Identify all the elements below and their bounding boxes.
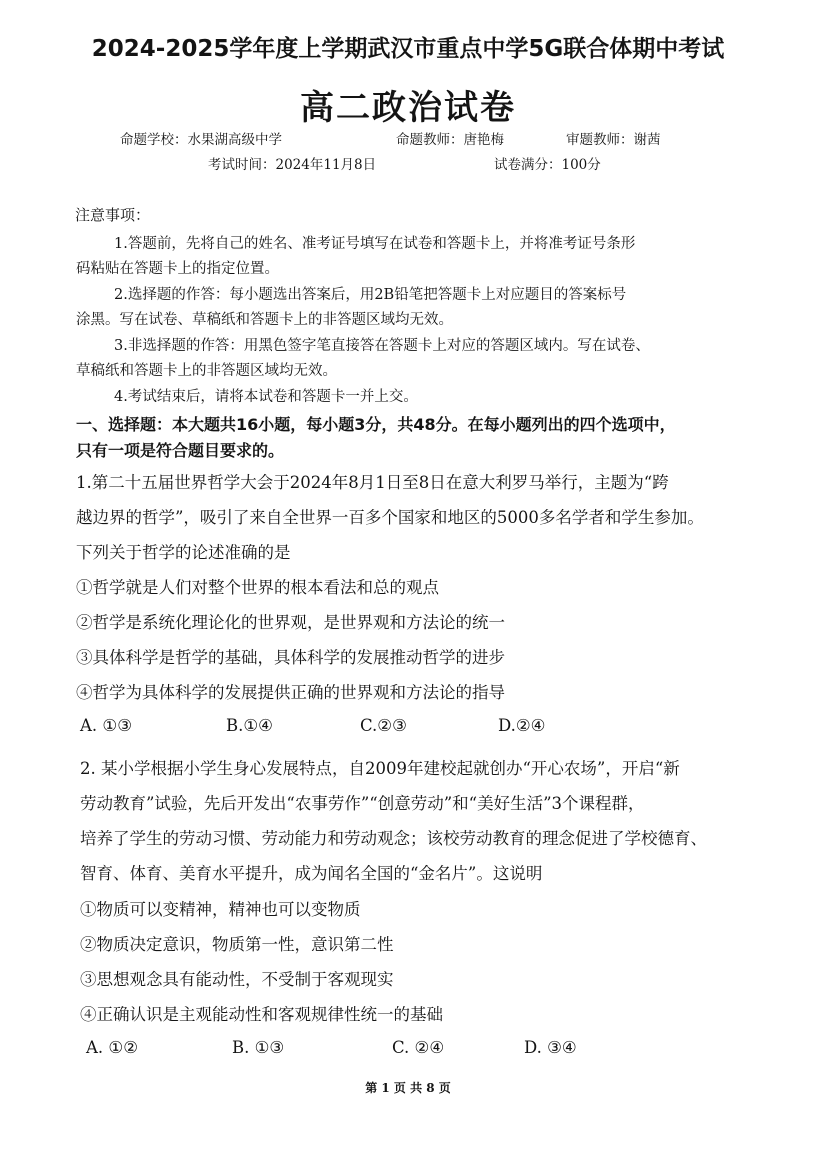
question-1-stem: 越边界的哲学”，吸引了来自全世界一百多个国家和地区的5000多名学者和学生参加。 (76, 508, 704, 527)
notice-line: 3.非选择题的作答：用黑色签字笔直接答在答题卡上对应的答题区域内。写在试卷、 (114, 338, 650, 354)
question-2-stem: 培养了学生的劳动习惯、劳动能力和劳动观念；该校劳动教育的理念促进了学校德育、 (80, 829, 707, 848)
question-1-option-b: B.①④ (226, 716, 273, 735)
question-2-option-a: A. ①② (86, 1038, 138, 1057)
question-1-statement: ①哲学就是人们对整个世界的根本看法和总的观点 (76, 578, 439, 597)
subject-title: 高二政治试卷 (300, 88, 516, 128)
notice-line: 草稿纸和答题卡上的非答题区域均无效。 (76, 363, 337, 379)
notice-line: 1.答题前，先将自己的姓名、准考证号填写在试卷和答题卡上，并将准考证号条形 (114, 236, 636, 252)
question-1-stem: 1.第二十五届世界哲学大会于2024年8月1日至8日在意大利罗马举行，主题为“跨 (76, 473, 669, 492)
exam-time: 考试时间：2024年11月8日 (208, 157, 377, 173)
section-heading: 只有一项是符合题目要求的。 (76, 441, 285, 460)
setter-info: 命题教师：唐艳梅 (396, 132, 504, 148)
question-2-statement: ②物质决定意识，物质第一性，意识第二性 (80, 935, 394, 954)
question-1-option-d: D.②④ (498, 716, 546, 735)
question-2-statement: ③思想观念具有能动性，不受制于客观现实 (80, 970, 394, 989)
question-2-statement: ①物质可以变精神，精神也可以变物质 (80, 900, 361, 919)
notice-line: 2.选择题的作答：每小题选出答案后，用2B铅笔把答题卡上对应题目的答案标号 (114, 287, 627, 303)
question-2-stem: 劳动教育”试验，先后开发出“农事劳作”“创意劳动”和“美好生活”3个课程群， (80, 794, 645, 813)
question-2-stem: 2. 某小学根据小学生身心发展特点，自2009年建校起就创办“开心农场”，开启“新 (80, 759, 680, 778)
question-2-option-b: B. ①③ (232, 1038, 285, 1057)
school-info: 命题学校：水果湖高级中学 (120, 132, 282, 148)
page-number: 第 1 页 共 8 页 (365, 1081, 451, 1095)
question-1-statement: ④哲学为具体科学的发展提供正确的世界观和方法论的指导 (76, 683, 505, 702)
question-2-stem: 智育、体育、美育水平提升，成为闻名全国的“金名片”。这说明 (80, 864, 543, 883)
question-2-option-c: C. ②④ (392, 1038, 445, 1057)
full-score: 试卷满分：100分 (494, 157, 601, 173)
question-2-statement: ④正确认识是主观能动性和客观规律性统一的基础 (80, 1005, 443, 1024)
exam-title: 2024-2025学年度上学期武汉市重点中学5G联合体期中考试 (91, 36, 725, 62)
question-1-statement: ②哲学是系统化理论化的世界观，是世界观和方法论的统一 (76, 613, 505, 632)
notice-title: 注意事项： (75, 206, 151, 224)
question-2-option-d: D. ③④ (524, 1038, 577, 1057)
question-1-stem: 下列关于哲学的论述准确的是 (76, 543, 291, 562)
notice-line: 4.考试结束后，请将本试卷和答题卡一并上交。 (114, 389, 418, 405)
question-1-option-a: A. ①③ (80, 716, 132, 735)
notice-line: 涂黑。写在试卷、草稿纸和答题卡上的非答题区域均无效。 (76, 312, 453, 328)
section-heading: 一、选择题：本大题共16小题，每小题3分，共48分。在每小题列出的四个选项中， (76, 415, 676, 434)
notice-line: 码粘贴在答题卡上的指定位置。 (76, 261, 279, 277)
question-1-statement: ③具体科学是哲学的基础，具体科学的发展推动哲学的进步 (76, 648, 505, 667)
reviewer-info: 审题教师：谢茜 (566, 132, 661, 148)
question-1-option-c: C.②③ (360, 716, 407, 735)
